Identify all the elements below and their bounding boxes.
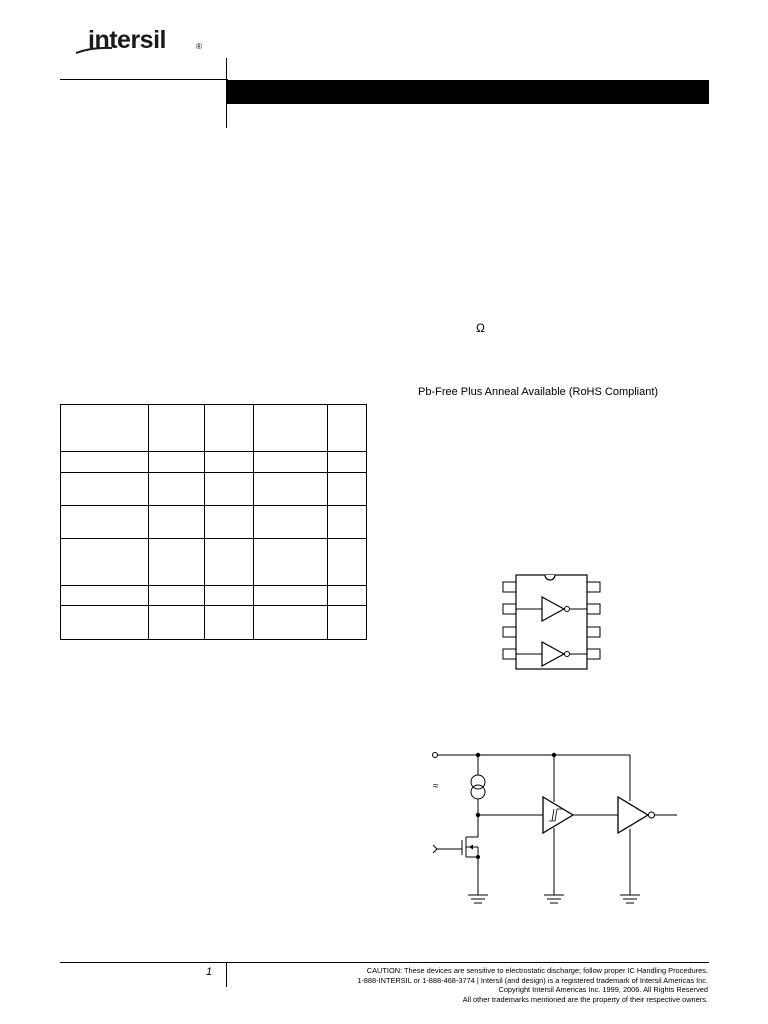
pb-free-note: Pb-Free Plus Anneal Available (RoHS Compliant) bbox=[418, 386, 659, 398]
trademark-line: All other trademarks mentioned are the property of their respective owners. bbox=[462, 994, 708, 1004]
table-row bbox=[61, 473, 367, 506]
footer-rule bbox=[60, 962, 709, 963]
logo-text: intersil bbox=[88, 26, 166, 54]
header-rule bbox=[60, 79, 228, 80]
table-row bbox=[61, 539, 367, 586]
footer-divider bbox=[226, 963, 227, 987]
pinout-diagram bbox=[500, 570, 605, 674]
caution-line: CAUTION: These devices are sensitive to electrostatic discharge; follow proper IC Handling Procedures. bbox=[366, 966, 708, 975]
footer-legal bbox=[300, 966, 708, 1004]
omega-symbol: Ω bbox=[476, 321, 485, 335]
copyright-line: Copyright Intersil Americas Inc. 1999, 2006. All Rights Reserved bbox=[498, 985, 708, 995]
table-row bbox=[61, 586, 367, 606]
logo-swoosh-icon bbox=[74, 44, 114, 56]
contact-line: 1-888-INTERSIL or 1-888-468-3774 | Intersil (and design) is a registered trademark of Intersil Americas Inc. bbox=[357, 975, 708, 985]
page-number: 1 bbox=[206, 966, 213, 978]
table-row bbox=[61, 606, 367, 640]
ordering-table bbox=[60, 404, 367, 640]
approx-symbol: ≈ bbox=[433, 781, 439, 792]
table-row bbox=[61, 452, 367, 473]
functional-schematic bbox=[425, 745, 685, 910]
title-bar bbox=[227, 80, 709, 104]
registered-mark: ® bbox=[196, 42, 202, 51]
table-row bbox=[61, 405, 367, 452]
table-row bbox=[61, 506, 367, 539]
